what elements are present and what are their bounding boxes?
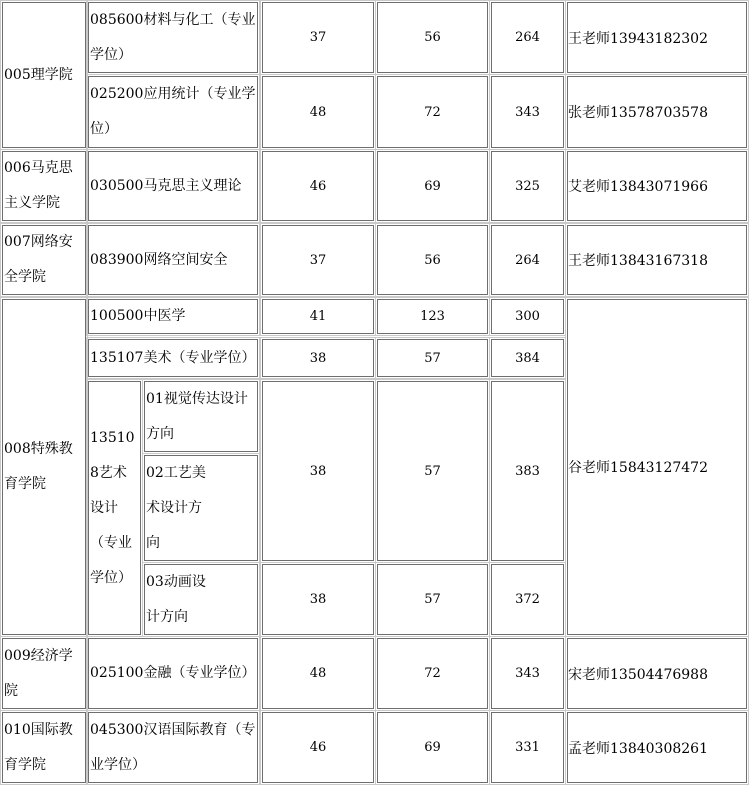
direction-name: 03动画设计方向	[146, 573, 206, 625]
major-name: 100500中医学	[90, 308, 186, 324]
direction-cell	[144, 564, 258, 635]
multi-score-cell	[377, 564, 488, 635]
major-cell	[88, 76, 258, 148]
single-score: 37	[309, 30, 327, 45]
multi-score: 57	[424, 350, 441, 366]
single-score: 48	[309, 104, 327, 120]
multi-score-cell	[377, 76, 488, 148]
college-cell	[2, 2, 86, 148]
single-score-cell	[262, 151, 374, 221]
single-score-cell	[262, 76, 374, 148]
single-score-cell	[262, 381, 374, 561]
contact: 艾老师13843071966	[568, 179, 708, 195]
college-cell	[2, 151, 86, 221]
multi-score: 72	[424, 104, 441, 120]
total-score: 331	[515, 740, 540, 755]
college-name: 008特殊教育学院	[4, 441, 73, 492]
major-name: 135107美术（专业学位）	[90, 349, 256, 366]
single-score: 46	[309, 178, 327, 194]
total-score-cell	[491, 381, 564, 561]
college-name: 005理学院	[4, 66, 73, 83]
total-score: 264	[515, 252, 540, 268]
major-name: 030500马克思主义理论	[90, 177, 242, 194]
multi-score-cell	[377, 381, 488, 561]
college-name: 009经济学院	[4, 647, 73, 699]
total-score-cell	[491, 151, 564, 221]
total-score: 372	[515, 592, 540, 607]
major-cell	[88, 225, 258, 295]
major-name: 025100金融（专业学位）	[90, 665, 256, 681]
multi-score: 123	[420, 309, 445, 324]
major-cell	[88, 712, 258, 783]
major-name: 135108艺术设计（专业学位）	[90, 429, 135, 586]
contact: 宋老师13504476988	[568, 666, 708, 683]
college-cell	[2, 225, 86, 295]
contact: 张老师13578703578	[568, 105, 708, 121]
contact-cell	[567, 712, 747, 783]
major-name: 083900网络空间安全	[90, 251, 228, 268]
single-score-cell	[262, 339, 374, 377]
contact: 孟老师13840308261	[568, 740, 708, 757]
total-score-cell	[491, 2, 564, 73]
single-score: 46	[309, 740, 327, 755]
contact-cell	[567, 638, 747, 709]
direction-cell	[144, 455, 258, 561]
contact: 王老师13943182302	[568, 30, 708, 47]
multi-score-cell	[377, 712, 488, 783]
total-score: 300	[515, 309, 540, 324]
single-score: 38	[309, 350, 327, 366]
multi-score-cell	[377, 339, 488, 377]
total-score-cell	[491, 564, 564, 635]
total-score: 383	[515, 463, 540, 479]
contact-cell	[567, 76, 747, 148]
multi-score-cell	[377, 151, 488, 221]
major-cell	[88, 381, 141, 635]
multi-score: 57	[424, 592, 441, 607]
total-score: 384	[515, 350, 540, 366]
major-cell	[88, 339, 258, 377]
total-score-cell	[491, 638, 564, 709]
major-name: 025200应用统计（专业学位）	[90, 86, 256, 137]
college-name: 010国际教育学院	[4, 721, 73, 773]
single-score-cell	[262, 299, 374, 334]
college-name: 007网络安全学院	[4, 234, 73, 285]
major-name: 085600材料与化工（专业学位）	[90, 11, 256, 63]
single-score-cell	[262, 638, 374, 709]
multi-score: 72	[424, 666, 441, 681]
college-cell	[2, 712, 86, 783]
multi-score-cell	[377, 2, 488, 73]
single-score-cell	[262, 2, 374, 73]
multi-score-cell	[377, 299, 488, 334]
contact: 谷老师15843127472	[568, 460, 708, 476]
total-score: 325	[515, 178, 540, 194]
college-cell	[2, 638, 86, 709]
multi-score-cell	[377, 225, 488, 295]
single-score: 37	[309, 252, 327, 268]
contact-cell	[567, 225, 747, 295]
total-score-cell	[491, 76, 564, 148]
major-cell	[88, 638, 258, 709]
multi-score: 69	[424, 178, 441, 194]
total-score-cell	[491, 299, 564, 334]
total-score: 343	[515, 104, 540, 120]
multi-score: 69	[424, 740, 441, 755]
direction-name: 01视觉传达设计方向	[146, 390, 248, 442]
multi-score-cell	[377, 638, 488, 709]
college-name: 006马克思主义学院	[4, 160, 73, 211]
major-cell	[88, 299, 258, 334]
college-cell	[2, 299, 86, 635]
multi-score: 56	[424, 30, 441, 45]
single-score: 38	[309, 592, 327, 607]
contact-cell	[567, 151, 747, 221]
contact-cell	[567, 2, 747, 73]
direction-name: 02工艺美术设计方向	[146, 464, 206, 551]
major-cell	[88, 2, 258, 73]
multi-score: 56	[424, 252, 441, 268]
direction-cell	[144, 381, 258, 452]
total-score-cell	[491, 339, 564, 377]
total-score-cell	[491, 225, 564, 295]
contact: 王老师13843167318	[568, 253, 708, 269]
single-score-cell	[262, 712, 374, 783]
single-score: 48	[309, 666, 327, 681]
total-score-cell	[491, 712, 564, 783]
total-score: 264	[515, 30, 540, 45]
single-score: 38	[309, 463, 327, 479]
single-score-cell	[262, 564, 374, 635]
contact-cell	[567, 299, 747, 635]
total-score: 343	[515, 666, 540, 681]
major-name: 045300汉语国际教育（专业学位）	[90, 721, 256, 773]
single-score: 41	[309, 309, 327, 324]
multi-score: 57	[424, 463, 441, 479]
single-score-cell	[262, 225, 374, 295]
major-cell	[88, 151, 258, 221]
